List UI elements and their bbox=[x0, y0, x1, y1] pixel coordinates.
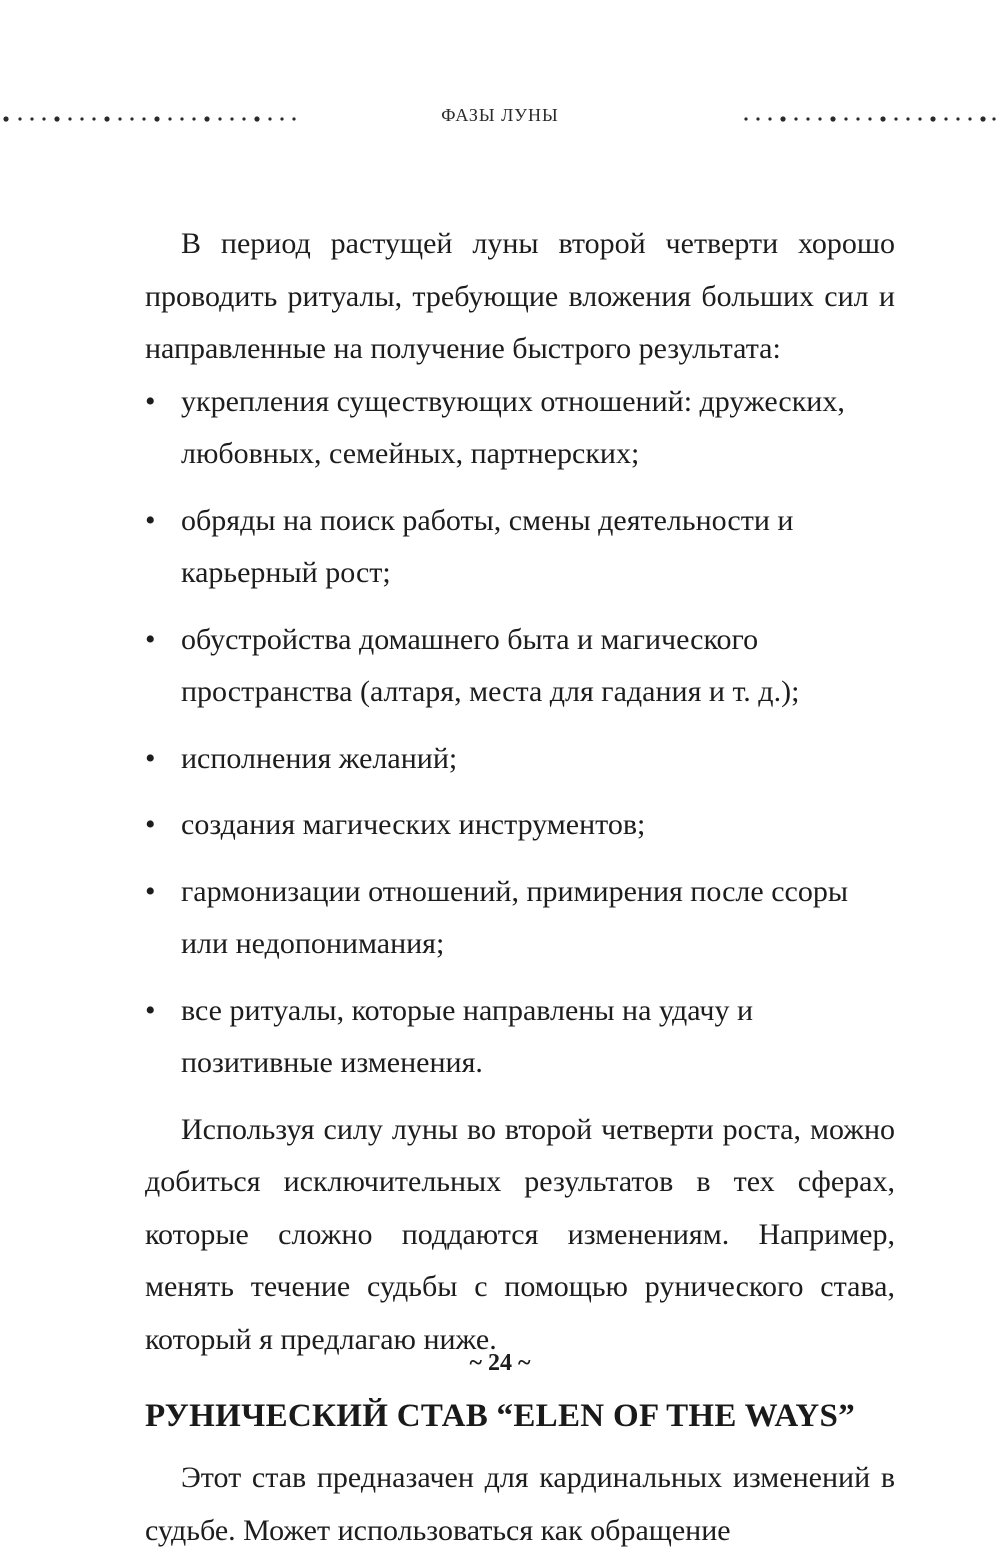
list-item-text: все ритуалы, которые направлены на удачу и позитивные изменения. bbox=[181, 993, 754, 1079]
list-item-text: укрепления существующих отношений: дружеских, любовных, семейных, партнерских; bbox=[181, 384, 845, 470]
bullet-icon: • bbox=[145, 808, 156, 841]
bullet-icon: • bbox=[145, 384, 156, 418]
page-number: ~ 24 ~ bbox=[469, 1350, 531, 1376]
list-item-text: обустройства домашнего быта и магического пространства (алтаря, места для гадания и т. д.); bbox=[181, 622, 800, 708]
bullet-icon: • bbox=[145, 503, 156, 537]
bullet-icon: • bbox=[145, 622, 156, 656]
list-item-text: гармонизации отношений, примирения после ссоры или недопонимания; bbox=[181, 874, 849, 960]
list-item-text: исполнения желаний; bbox=[181, 741, 458, 775]
list-item bbox=[145, 799, 895, 852]
dotted-ornament-right bbox=[742, 109, 998, 129]
bullet-icon: • bbox=[145, 741, 156, 775]
list-item bbox=[145, 985, 895, 1090]
section-paragraph: Этот став предназачен для кардинальных изменений в судьбе. Может использоваться как обращение bbox=[145, 1461, 895, 1547]
list-item bbox=[145, 376, 895, 481]
ritual-list bbox=[145, 376, 895, 1090]
list-item bbox=[145, 614, 895, 719]
list-item bbox=[145, 733, 895, 786]
list-item bbox=[145, 495, 895, 600]
closing-paragraph: Используя силу луны во второй четверти роста, можно добиться исключительных результатов в тех сферах, которые сложно поддаются изменениям. Например, менять течение судьбы с помощью рунического става, который я предлагаю ниже. bbox=[145, 1112, 895, 1356]
list-item-text: обряды на поиск работы, смены деятельности и карьерный рост; bbox=[181, 503, 794, 589]
running-head: ФАЗЫ ЛУНЫ bbox=[441, 105, 559, 125]
bullet-icon: • bbox=[145, 993, 156, 1027]
list-item bbox=[145, 866, 895, 971]
bullet-icon: • bbox=[145, 874, 156, 908]
intro-paragraph: В период растущей луны второй четверти хорошо проводить ритуалы, требующие вложения больших сил и направленные на получение быстрого результата: bbox=[145, 227, 895, 365]
section-heading: РУНИЧЕСКИЙ СТАВ “ELEN OF THE WAYS” bbox=[145, 1398, 855, 1434]
list-item-text: создания магических инструментов; bbox=[181, 808, 646, 841]
page-header bbox=[0, 103, 1000, 135]
